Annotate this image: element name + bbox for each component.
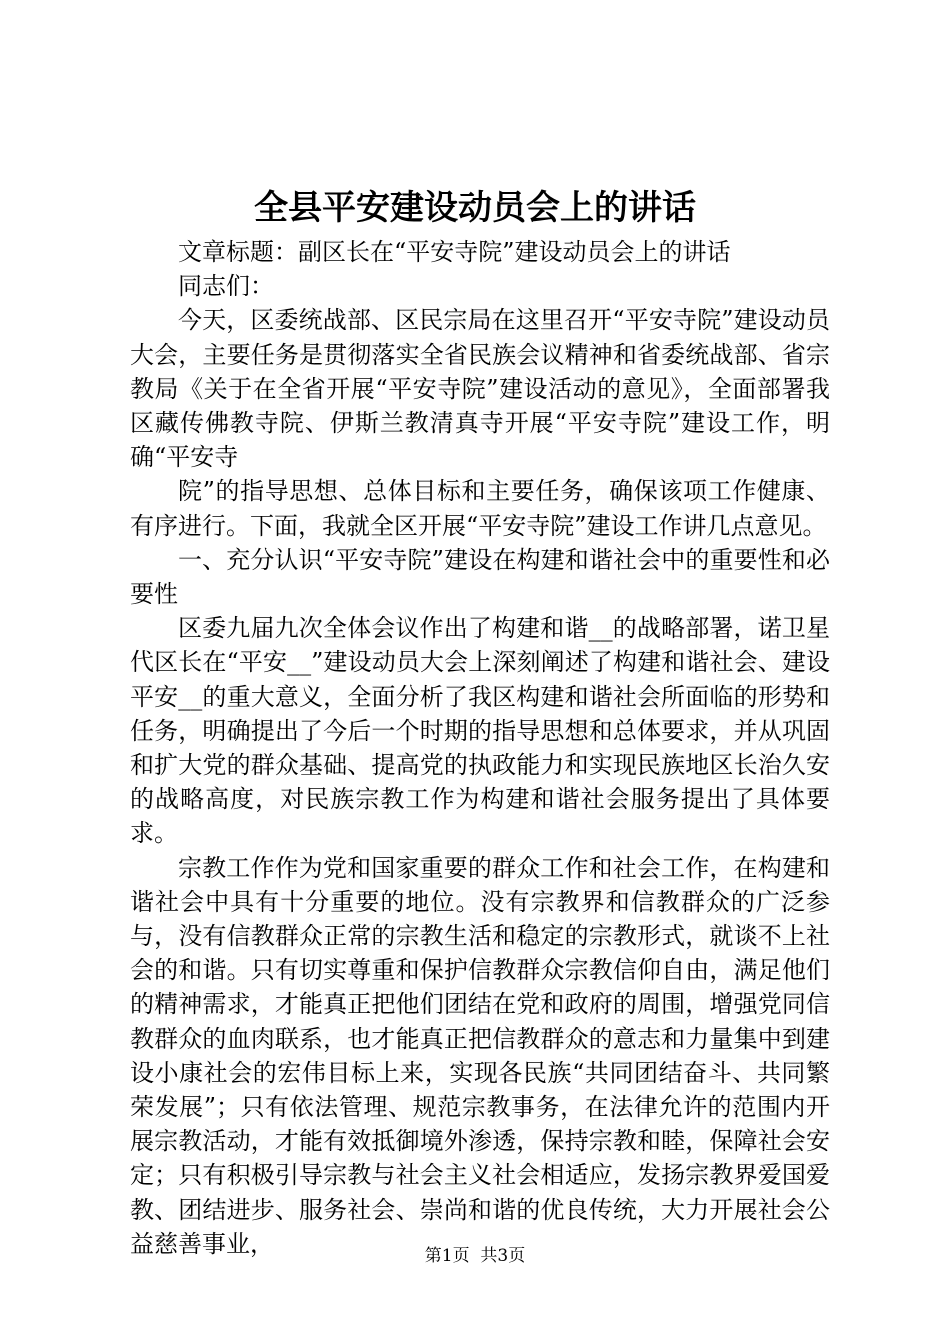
page-footer <box>0 1244 950 1268</box>
paragraph-body: 宗教工作作为党和国家重要的群众工作和社会工作，在构建和谐社会中具有十分重要的地位。没有宗教界和信教群众的广泛参与，没有信教群众正常的宗教生活和稳定的宗教形式，就谈不上社会的和谐。只有切实尊重和保护信教群众宗教信仰自由，满足他们的精神需求，才能真正把他们团结在党和政府的周围，增强党同信教群众的血肉联系，也才能真正把信教群众的意志和力量集中到建设小康社会的宏伟目标上来，实现各民族“共同团结奋斗、共同繁荣发展”；只有依法管理、规范宗教事务，在法律允许的范围内开展宗教活动，才能有效抵御境外渗透，保持宗教和睦，保障社会安定；只有积极引导宗教与社会主义社会相适应，发扬宗教界爱国爱教、团结进步、服务社会、崇尚和谐的优良传统，大力开展社会公益慈善事业， <box>130 853 830 1258</box>
paragraph-opening: 今天，区委统战部、区民宗局在这里召开“平安寺院”建设动员大会，主要任务是贯彻落实全省民族会议精神和省委统战部、省宗教局《关于在全省开展“平安寺院”建设活动的意见》，全面部署我区藏传佛教寺院、伊斯兰教清真寺开展“平安寺院”建设工作，明确“平安寺 <box>130 306 830 472</box>
paragraph-opening-continued: 院”的指导思想、总体目标和主要任务，确保该项工作健康、有序进行。下面，我就全区开展“平安寺院”建设工作讲几点意见。 <box>130 477 830 540</box>
paragraph-body: 区委九届九次全体会议作出了构建和谐__的战略部署，诺卫星代区长在“平安__”建设动员大会上深刻阐述了构建和谐社会、建设平安__的重大意义，全面分析了我区构建和谐社会所面临的形势和任务，明确提出了今后一个时期的指导思想和总体要求，并从巩固和扩大党的群众基础、提高党的执政能力和实现民族地区长治久安的战略高度，对民族宗教工作为构建和谐社会服务提出了具体要求。 <box>130 614 830 848</box>
section-heading-one: 一、充分认识“平安寺院”建设在构建和谐社会中的重要性和必要性 <box>130 545 830 609</box>
paragraph-article-heading: 文章标题：副区长在“平安寺院”建设动员会上的讲话 <box>178 238 731 266</box>
document-body <box>130 235 830 1261</box>
page-number: 第1页 共3页 <box>424 1246 526 1266</box>
document-title: 全县平安建设动员会上的讲话 <box>254 188 696 228</box>
paragraph-salutation: 同志们： <box>178 272 274 301</box>
